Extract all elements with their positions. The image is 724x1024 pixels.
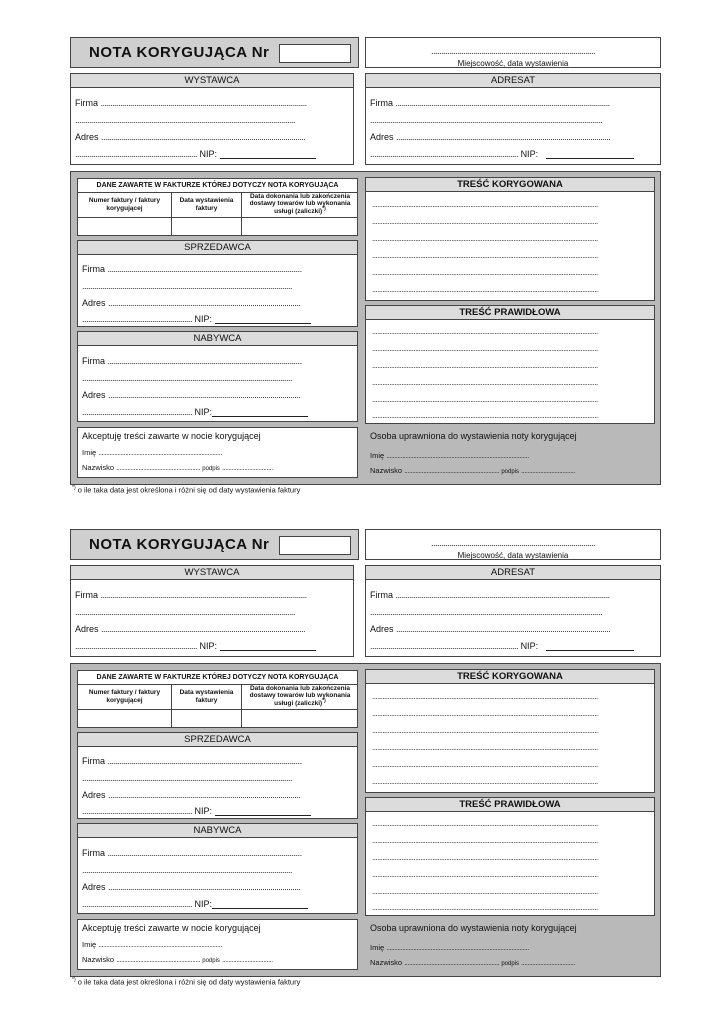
form-title: NOTA KORYGUJĄCA Nr	[89, 536, 270, 553]
buyer-nip-row[interactable]: ....................................................... NIP:	[82, 899, 353, 909]
col-issue-date: Data wystawienia faktury	[172, 684, 242, 709]
buyer-firma-row[interactable]: Firma .................................................................................................	[82, 848, 302, 858]
correct-line[interactable]: ...................................................................................................................................	[372, 819, 598, 828]
authorized-imie-row[interactable]: Imię ..........................................................................................	[370, 451, 529, 460]
invoice-number-cell[interactable]	[78, 218, 172, 236]
imie-label: Imię	[82, 448, 97, 457]
col-issue-date: Data wystawienia faktury	[172, 192, 242, 217]
buyer-header: NABYWCA	[78, 824, 357, 838]
footnote-text: o ile taka data jest określona i różni się od daty wystawienia faktury	[77, 485, 301, 495]
corrected-line[interactable]: ...................................................................................................................................	[372, 692, 598, 701]
accept-nazwisko-row[interactable]: Nazwisko ..................................................... podpis ................................	[82, 463, 273, 472]
nip-label: NIP:	[194, 806, 213, 816]
seller-firma-cont-row[interactable]: .........................................................................................................	[82, 281, 293, 291]
recipient-header: ADRESAT	[366, 566, 660, 580]
place-date-caption: Miejscowość, data wystawienia	[457, 551, 569, 560]
issuer-header: WYSTAWCA	[71, 74, 353, 88]
issuer-header: WYSTAWCA	[71, 566, 353, 580]
invoice-data-header: DANE ZAWARTE W FAKTURZE KTÓREJ DOTYCZY NOTA KORYGUJĄCA	[78, 671, 357, 685]
authorized-imie-row[interactable]: Imię ..........................................................................................	[370, 943, 529, 952]
correct-line[interactable]: ...................................................................................................................................	[372, 327, 598, 336]
title-box	[70, 37, 359, 68]
delivery-date-cell[interactable]	[242, 710, 358, 728]
nip-label: NIP:	[194, 899, 213, 909]
accept-imie-row[interactable]: Imię ..............................................................................	[82, 940, 222, 949]
title-box	[70, 529, 359, 560]
adres-label: Adres	[75, 624, 99, 634]
recipient-firma-row[interactable]: Firma ...........................................................................................................	[370, 590, 610, 600]
table-header-row	[78, 684, 357, 710]
correct-line[interactable]: ...................................................................................................................................	[372, 344, 598, 353]
seller-nip-row[interactable]: ....................................................... NIP:	[82, 314, 353, 324]
correct-line[interactable]: ...................................................................................................................................	[372, 361, 598, 370]
corrected-content-header: TREŚĆ KORYGOWANA	[366, 178, 654, 192]
firma-label: Firma	[82, 264, 105, 274]
issuer-box	[70, 73, 354, 165]
place-date-caption: Miejscowość, data wystawienia	[457, 59, 569, 68]
recipient-box	[365, 565, 661, 657]
accept-box	[77, 427, 358, 478]
nazwisko-label: Nazwisko	[370, 466, 403, 475]
authorized-nazwisko-row[interactable]: Nazwisko ............................................................ podpis ..................................	[370, 958, 575, 967]
nazwisko-label: Nazwisko	[82, 463, 115, 472]
nazwisko-label: Nazwisko	[370, 958, 403, 967]
buyer-adres-row[interactable]: Adres ................................................................................................	[82, 390, 301, 400]
authorized-area	[367, 430, 655, 480]
recipient-nip-row[interactable]: .......................................................................... NIP:	[370, 641, 656, 651]
firma-label: Firma	[82, 356, 105, 366]
recipient-header: ADRESAT	[366, 74, 660, 88]
form-copy-top	[0, 0, 724, 500]
issue-date-cell[interactable]	[172, 218, 242, 236]
correct-line[interactable]: ...................................................................................................................................	[372, 870, 598, 879]
podpis-label: podpis	[202, 466, 220, 472]
place-date-box	[365, 37, 661, 68]
correct-line[interactable]: ...................................................................................................................................	[372, 903, 598, 912]
table-data-row	[78, 218, 357, 236]
correct-line[interactable]: ...................................................................................................................................	[372, 853, 598, 862]
adres-label: Adres	[82, 882, 106, 892]
table-header-row	[78, 192, 357, 218]
corrected-line[interactable]: ...................................................................................................................................	[372, 234, 598, 243]
form-copy-bottom	[0, 492, 724, 992]
seller-nip-row[interactable]: ....................................................... NIP:	[82, 806, 353, 816]
seller-header: SPRZEDAWCA	[78, 733, 357, 747]
imie-label: Imię	[370, 943, 385, 952]
nip-label: NIP:	[199, 149, 218, 159]
authorized-text: Osoba uprawniona do wystawienia noty korygującej	[370, 431, 577, 441]
nip-label: NIP:	[194, 314, 213, 324]
accept-text: Akceptuję treści zawarte w nocie korygującej	[82, 923, 261, 933]
table-data-row	[78, 710, 357, 728]
firma-label: Firma	[75, 590, 98, 600]
seller-adres-row[interactable]: Adres ................................................................................................	[82, 298, 301, 308]
firma-label: Firma	[82, 848, 105, 858]
corrected-line[interactable]: ...................................................................................................................................	[372, 726, 598, 735]
corrected-content-box	[365, 669, 655, 793]
adres-label: Adres	[370, 132, 394, 142]
recipient-adres-row[interactable]: Adres ...........................................................................................................	[370, 132, 611, 142]
authorized-area	[367, 922, 655, 972]
buyer-nip-row[interactable]: ....................................................... NIP:	[82, 407, 353, 417]
footnote-mark: *)	[72, 977, 76, 983]
nazwisko-label: Nazwisko	[82, 955, 115, 964]
firma-label: Firma	[75, 98, 98, 108]
issuer-nip-row[interactable]: ............................................................. NIP:	[75, 641, 349, 651]
place-date-dots[interactable]: ..................................................................................	[430, 538, 596, 548]
issuer-firma-cont-row[interactable]: ..............................................................................................................	[75, 607, 296, 617]
recipient-box	[365, 73, 661, 165]
correct-content-header: TREŚĆ PRAWIDŁOWA	[366, 798, 654, 812]
corrected-line[interactable]: ...................................................................................................................................	[372, 200, 598, 209]
buyer-firma-cont-row[interactable]: .........................................................................................................	[82, 865, 293, 875]
adres-label: Adres	[370, 624, 394, 634]
correct-line[interactable]: ...................................................................................................................................	[372, 836, 598, 845]
invoice-number-cell[interactable]	[78, 710, 172, 728]
corrected-line[interactable]: ...................................................................................................................................	[372, 777, 598, 786]
col-delivery-date-sup: *)	[322, 698, 326, 705]
col-delivery-date-text: Data dokonania lub zakończenia dostawy towarów lub wykonania usługi (zaliczki)	[249, 685, 351, 708]
firma-label: Firma	[370, 98, 393, 108]
firma-label: Firma	[82, 756, 105, 766]
imie-label: Imię	[82, 940, 97, 949]
corrected-line[interactable]: ...................................................................................................................................	[372, 251, 598, 260]
seller-firma-row[interactable]: Firma .................................................................................................	[82, 756, 302, 766]
correct-line[interactable]: ...................................................................................................................................	[372, 887, 598, 896]
adres-label: Adres	[82, 298, 106, 308]
recipient-nip-row[interactable]: .......................................................................... NIP:	[370, 149, 656, 159]
invoice-data-header: DANE ZAWARTE W FAKTURZE KTÓREJ DOTYCZY NOTA KORYGUJĄCA	[78, 179, 357, 193]
firma-label: Firma	[370, 590, 393, 600]
note-number-field[interactable]	[279, 44, 351, 63]
correct-content-header: TREŚĆ PRAWIDŁOWA	[366, 306, 654, 320]
corrected-content-box	[365, 177, 655, 301]
seller-header: SPRZEDAWCA	[78, 241, 357, 255]
podpis-label: podpis	[501, 469, 519, 475]
seller-box	[77, 240, 358, 327]
delivery-date-cell[interactable]	[242, 218, 358, 236]
col-delivery-date-text: Data dokonania lub zakończenia dostawy towarów lub wykonania usługi (zaliczki)	[249, 193, 351, 216]
correct-content-box	[365, 797, 655, 916]
issuer-box	[70, 565, 354, 657]
corrected-line[interactable]: ...................................................................................................................................	[372, 709, 598, 718]
accept-box	[77, 919, 358, 970]
place-date-box	[365, 529, 661, 560]
buyer-box	[77, 823, 358, 914]
corrected-line[interactable]: ...................................................................................................................................	[372, 760, 598, 769]
accept-nazwisko-row[interactable]: Nazwisko ..................................................... podpis ................................	[82, 955, 273, 964]
col-delivery-date-sup: *)	[322, 206, 326, 213]
footnote-mark: *)	[72, 485, 76, 491]
accept-imie-row[interactable]: Imię ..............................................................................	[82, 448, 222, 457]
corrected-line[interactable]: ...................................................................................................................................	[372, 268, 598, 277]
recipient-firma-cont-row[interactable]: ....................................................................................................................	[370, 607, 603, 617]
note-number-field[interactable]	[279, 536, 351, 555]
col-delivery-date	[242, 192, 358, 217]
issuer-adres-row[interactable]: Adres ......................................................................................................	[75, 624, 306, 634]
recipient-firma-row[interactable]: Firma ...........................................................................................................	[370, 98, 610, 108]
buyer-box	[77, 331, 358, 422]
podpis-label: podpis	[501, 961, 519, 967]
issuer-firma-row[interactable]: Firma .......................................................................................................	[75, 590, 307, 600]
accept-text: Akceptuję treści zawarte w nocie korygującej	[82, 431, 261, 441]
adres-label: Adres	[82, 390, 106, 400]
col-invoice-number: Numer faktury / faktury korygującej	[78, 684, 172, 709]
issuer-firma-row[interactable]: Firma .......................................................................................................	[75, 98, 307, 108]
seller-adres-row[interactable]: Adres ................................................................................................	[82, 790, 301, 800]
invoice-data-table	[77, 670, 358, 728]
nip-label: NIP:	[520, 641, 539, 651]
nip-label: NIP:	[520, 149, 539, 159]
corrected-line[interactable]: ...................................................................................................................................	[372, 217, 598, 226]
issuer-nip-row[interactable]: ............................................................. NIP:	[75, 149, 349, 159]
nip-label: NIP:	[199, 641, 218, 651]
buyer-header: NABYWCA	[78, 332, 357, 346]
correct-line[interactable]: ...................................................................................................................................	[372, 378, 598, 387]
corrected-line[interactable]: ...................................................................................................................................	[372, 285, 598, 294]
form-title: NOTA KORYGUJĄCA Nr	[89, 44, 270, 61]
col-invoice-number: Numer faktury / faktury korygującej	[78, 192, 172, 217]
seller-firma-row[interactable]: Firma .................................................................................................	[82, 264, 302, 274]
seller-box	[77, 732, 358, 819]
buyer-firma-cont-row[interactable]: .........................................................................................................	[82, 373, 293, 383]
nip-label: NIP:	[194, 407, 213, 417]
adres-label: Adres	[75, 132, 99, 142]
correct-line[interactable]: ...................................................................................................................................	[372, 411, 598, 420]
issuer-adres-row[interactable]: Adres ......................................................................................................	[75, 132, 306, 142]
footnote-text: o ile taka data jest określona i różni się od daty wystawienia faktury	[77, 977, 301, 987]
invoice-data-table	[77, 178, 358, 236]
recipient-adres-row[interactable]: Adres ...........................................................................................................	[370, 624, 611, 634]
authorized-text: Osoba uprawniona do wystawienia noty korygującej	[370, 923, 577, 933]
correct-line[interactable]: ...................................................................................................................................	[372, 395, 598, 404]
imie-label: Imię	[370, 451, 385, 460]
adres-label: Adres	[82, 790, 106, 800]
buyer-adres-row[interactable]: Adres ................................................................................................	[82, 882, 301, 892]
issue-date-cell[interactable]	[172, 710, 242, 728]
buyer-firma-row[interactable]: Firma .................................................................................................	[82, 356, 302, 366]
footnote	[72, 977, 472, 987]
place-date-dots[interactable]: ..................................................................................	[430, 46, 596, 56]
seller-firma-cont-row[interactable]: .........................................................................................................	[82, 773, 293, 783]
podpis-label: podpis	[202, 958, 220, 964]
recipient-firma-cont-row[interactable]: ....................................................................................................................	[370, 115, 603, 125]
col-delivery-date	[242, 684, 358, 709]
authorized-nazwisko-row[interactable]: Nazwisko ............................................................ podpis ..................................	[370, 466, 575, 475]
corrected-content-header: TREŚĆ KORYGOWANA	[366, 670, 654, 684]
issuer-firma-cont-row[interactable]: ..............................................................................................................	[75, 115, 296, 125]
correct-content-box	[365, 305, 655, 424]
corrected-line[interactable]: ...................................................................................................................................	[372, 743, 598, 752]
